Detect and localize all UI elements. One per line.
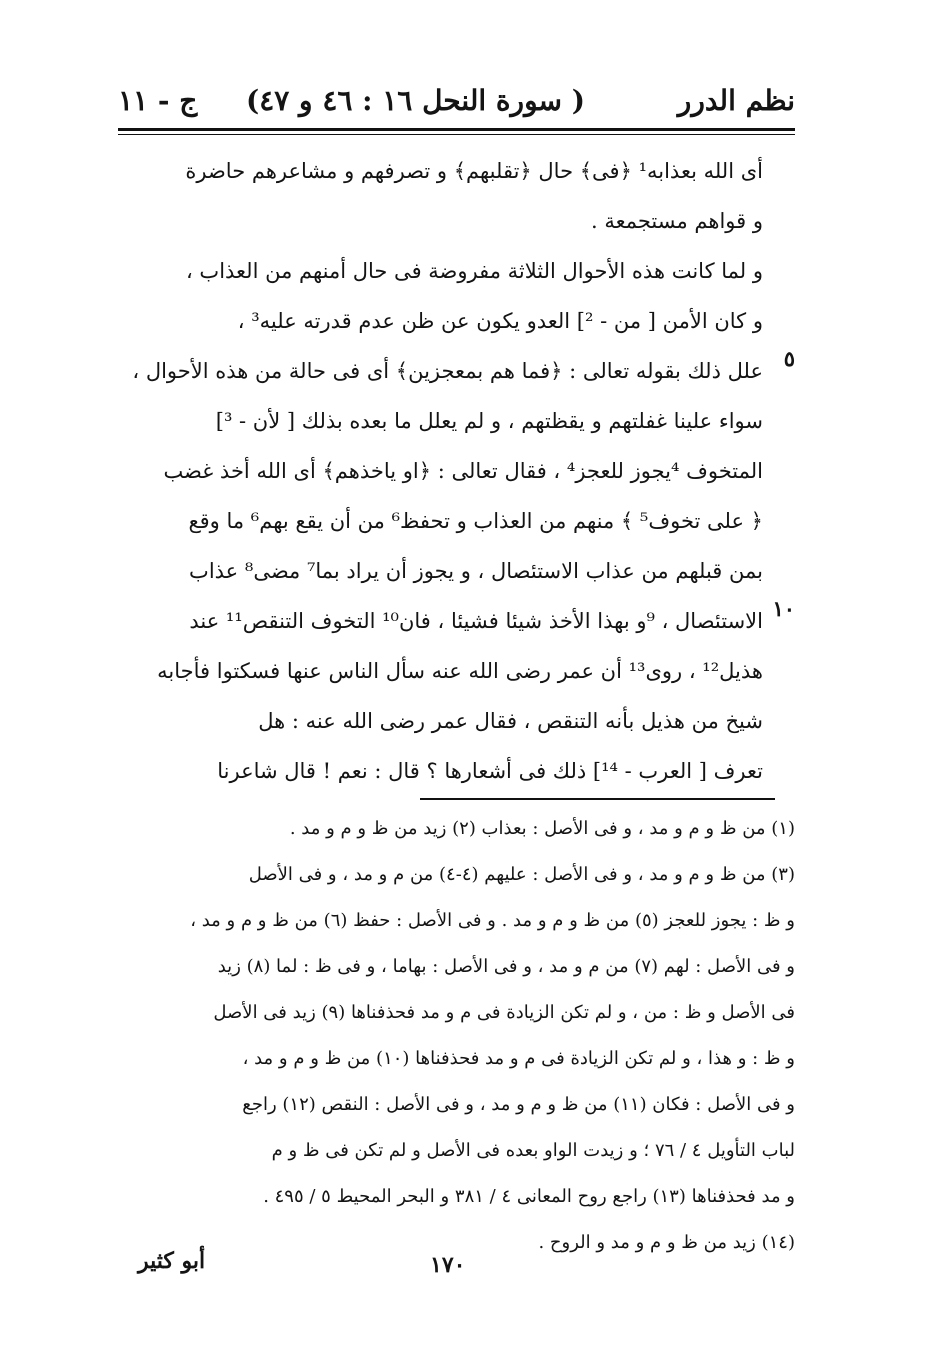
text-line: ﴿ على تخوف⁵ ﴾ منهم من العذاب و تحفظ⁶ من أن يقع بهم⁶ ما وقع — [188, 509, 763, 533]
header-rule-thick — [118, 128, 795, 131]
footnote-line: و فى الأصل : فكان (١١) من ظ و م و مد ، و فى الأصل : النقص (١٢) راجع — [242, 1094, 795, 1115]
text-line: الاستئصال ، ⁹و بهذا الأخذ شيئا فشيئا ، فان¹⁰ التخوف التنقص¹¹ عند — [189, 609, 763, 633]
footnote-line: و ظ : و هذا ، و لم تكن الزيادة فى م و مد فحذفناها (١٠) من ظ و م و مد ، — [242, 1048, 795, 1069]
page-header — [118, 80, 795, 126]
line-number-10: ١٠ — [772, 596, 795, 621]
footnote-line: و مد فحذفناها (١٣) راجع روح المعانى ٤ / ٣٨١ و البحر المحيط ٥ / ٤٩٥ . — [263, 1186, 795, 1207]
text-line: تعرف [ العرب - ¹⁴] ذلك فى أشعارها ؟ قال : نعم ! قال شاعرنا — [217, 759, 763, 783]
text-line: سواء علينا غفلتهم و يقظتهم ، و لم يعلل ما بعده بذلك [ لأن - ³] — [215, 409, 763, 433]
main-text — [118, 146, 763, 796]
text-line: شيخ من هذيل بأنه التنقص ، فقال عمر رضى الله عنه : هل — [258, 709, 763, 733]
header-rule-thin — [118, 134, 795, 135]
part-number: ج - ١١ — [118, 84, 198, 117]
footnote-rule — [420, 798, 775, 800]
text-line: هذيل¹² ، روى¹³ أن عمر رضى الله عنه سأل الناس عنها فسكتوا فأجابه — [157, 659, 763, 683]
footnote-line: (١٤) زيد من ظ و م و مد و الروح . — [538, 1232, 795, 1253]
text-line: علل ذلك بقوله تعالى : ﴿فما هم بمعجزين﴾ أى فى حالة من هذه الأحوال ، — [132, 359, 763, 383]
footnotes — [118, 806, 795, 1266]
text-line: و كان الأمن [ من - ²] العدو يكون عن ظن عدم قدرته عليه³ ، — [237, 309, 763, 333]
footnote-line: و فى الأصل : لهم (٧) من م و مد ، و فى الأصل : بهاما ، و فى ظ : لما (٨) زيد — [217, 956, 795, 977]
line-number-5: ٥ — [783, 346, 795, 371]
footnote-line: فى الأصل و ظ : من ، و لم تكن الزيادة فى م و مد فحذفناها (٩) زيد فى الأصل — [213, 1002, 795, 1023]
text-line: المتخوف ⁴يجوز للعجز⁴ ، فقال تعالى : ﴿او ياخذهم﴾ أى الله أخذ غضب — [163, 459, 763, 483]
footnote-line: (٣) من ظ و م و مد ، و فى الأصل : عليهم (٤-٤) من م و مد ، و فى الأصل — [248, 864, 795, 885]
text-line: و قواهم مستجمعة . — [590, 209, 763, 233]
text-line: و لما كانت هذه الأحوال الثلاثة مفروضة فى حال أمنهم من العذاب ، — [185, 259, 763, 283]
footnote-line: (١) من ظ و م و مد ، و فى الأصل : بعذاب (٢) زيد من ظ و م و مد . — [289, 818, 795, 839]
footnote-line: و ظ : يجوز للعجز (٥) من ظ و م و مد . و فى الأصل : حفظ (٦) من ظ و م و مد ، — [190, 910, 795, 931]
book-title: نظم الدرر — [677, 84, 795, 117]
surah-reference: ( سورة النحل ١٦ : ٤٦ و ٤٧) — [245, 84, 585, 117]
text-line: أى الله بعذابه¹ ﴿فى﴾ حال ﴿تقلبهم﴾ و تصرفهم و مشاعرهم حاضرة — [185, 159, 763, 183]
signature: أبو كثير — [138, 1248, 206, 1274]
page-number: ١٧٠ — [430, 1252, 466, 1278]
text-line: بمن قبلهم من عذاب الاستئصال ، و يجوز أن يراد بما⁷ مضى⁸ عذاب — [189, 559, 763, 583]
footnote-line: لباب التأويل ٤ / ٧٦ ؛ و زيدت الواو بعده فى الأصل و لم تكن فى ظ و م — [271, 1140, 795, 1161]
